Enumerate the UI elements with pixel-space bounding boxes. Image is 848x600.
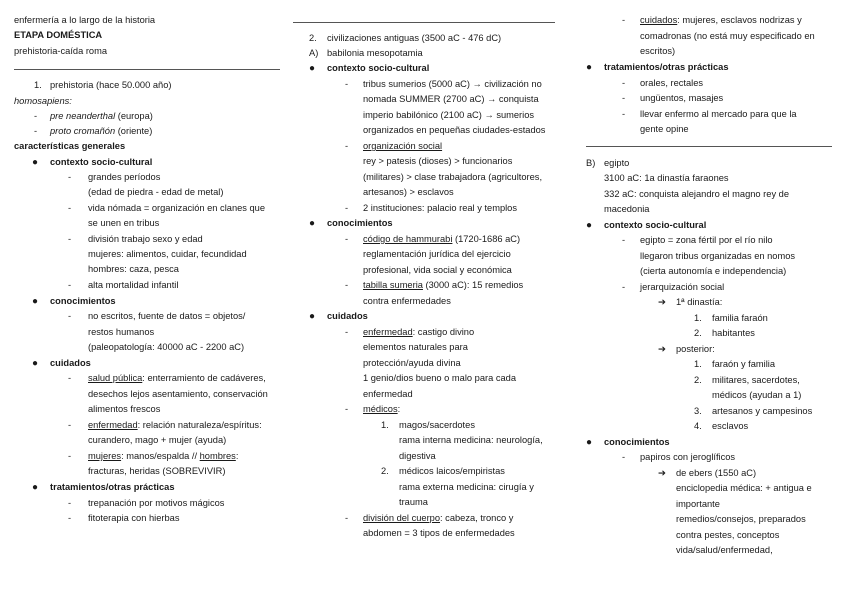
dash-marker: - bbox=[68, 373, 72, 383]
topic-heading: contexto socio-cultural bbox=[604, 220, 707, 230]
list-item: proto cromañón (oriente) bbox=[50, 126, 153, 136]
topic-heading: cuidados bbox=[327, 311, 368, 321]
dash-marker: - bbox=[622, 452, 626, 462]
list-item: importante bbox=[676, 499, 720, 509]
list-item: médicos (ayudan a 1) bbox=[712, 390, 802, 400]
list-item: elementos naturales para bbox=[363, 342, 468, 352]
section-title: civilizaciones antiguas (3500 aC - 476 dC) bbox=[327, 33, 502, 43]
dash-marker: - bbox=[68, 420, 72, 430]
list-item: salud pública: enterramiento de cadáveres, bbox=[88, 373, 266, 383]
bullet-marker: ● bbox=[586, 220, 593, 231]
dash-marker: - bbox=[345, 513, 349, 523]
topic-heading: cuidados bbox=[50, 358, 91, 368]
list-item: egipto = zona fértil por el río nilo bbox=[640, 235, 773, 245]
list-item: posterior: bbox=[676, 344, 715, 354]
list-item: abdomen = 3 tipos de enfermedades bbox=[363, 528, 515, 538]
bullet-marker: ● bbox=[32, 358, 39, 369]
list-item: hombres: caza, pesca bbox=[88, 264, 179, 274]
dash-marker: - bbox=[68, 498, 72, 508]
list-number: 1. bbox=[381, 420, 389, 430]
topic-heading: contexto socio-cultural bbox=[50, 157, 153, 167]
dash-marker: - bbox=[68, 280, 72, 290]
list-item: (militares) > clase trabajadora (agricultores, bbox=[363, 172, 543, 182]
list-item: grandes períodos bbox=[88, 172, 161, 182]
dash-marker: - bbox=[68, 311, 72, 321]
list-number: 2. bbox=[309, 33, 317, 43]
section-title: prehistoria (hace 50.000 año) bbox=[50, 80, 172, 90]
list-item: vida nómada = organización en clanes que bbox=[88, 203, 266, 213]
topic-heading: conocimientos bbox=[604, 437, 670, 447]
list-item: papiros con jeroglíficos bbox=[640, 452, 736, 462]
list-item: restos humanos bbox=[88, 327, 155, 337]
list-item: imperio babilónico (2100 aC) → sumerios bbox=[363, 110, 535, 120]
list-item: pre neanderthal (europa) bbox=[50, 111, 153, 121]
list-item: alimentos frescos bbox=[88, 404, 161, 414]
list-number: 1. bbox=[34, 80, 42, 90]
list-number: 4. bbox=[694, 421, 702, 431]
arrow-icon: ➔ bbox=[658, 468, 666, 478]
list-item: reglamentación jurídica del ejercicio bbox=[363, 249, 511, 259]
dash-marker: - bbox=[34, 111, 38, 121]
dash-marker: - bbox=[68, 172, 72, 182]
divider bbox=[14, 69, 280, 70]
arrow-icon: ➔ bbox=[658, 297, 666, 307]
subsection-title: babilonia mesopotamia bbox=[327, 48, 423, 58]
stage-subheading: prehistoria-caída roma bbox=[14, 46, 108, 56]
text-line: 332 aC: conquista alejandro el magno rey de bbox=[604, 189, 790, 199]
list-item: fracturas, heridas (SOBREVIVIR) bbox=[88, 466, 226, 476]
dash-marker: - bbox=[68, 513, 72, 523]
list-item: trauma bbox=[399, 497, 428, 507]
arrow-icon: ➔ bbox=[658, 344, 666, 354]
dash-marker: - bbox=[68, 203, 72, 213]
list-item: trepanación por motivos mágicos bbox=[88, 498, 225, 508]
list-item: llegaron tribus organizadas en nomos bbox=[640, 251, 796, 261]
dash-marker: - bbox=[345, 203, 349, 213]
divider bbox=[293, 22, 555, 23]
list-item: llevar enfermo al mercado para que la bbox=[640, 109, 797, 119]
dash-marker: - bbox=[622, 78, 626, 88]
list-item: de ebers (1550 aC) bbox=[676, 468, 757, 478]
list-item: 1 genio/dios bueno o malo para cada bbox=[363, 373, 516, 383]
text-line: 3100 aC: 1a dinastía faraones bbox=[604, 173, 729, 183]
list-item: 1ª dinastía: bbox=[676, 297, 723, 307]
bullet-marker: ● bbox=[586, 62, 593, 73]
list-item: enfermedad: castigo divino bbox=[363, 327, 475, 337]
list-item: profesional, vida social y económica bbox=[363, 265, 512, 275]
list-item: tabilla sumeria (3000 aC): 15 remedios bbox=[363, 280, 524, 290]
doc-title: enfermería a lo largo de la historia bbox=[14, 15, 156, 25]
list-item: organización social bbox=[363, 141, 443, 151]
list-item: enfermedad bbox=[363, 389, 413, 399]
list-number: 1. bbox=[694, 313, 702, 323]
list-item: gente opine bbox=[640, 124, 689, 134]
list-item: no escritos, fuente de datos = objetos/ bbox=[88, 311, 246, 321]
list-item: (cierta autonomía e independencia) bbox=[640, 266, 787, 276]
subsection-title: egipto bbox=[604, 158, 630, 168]
dash-marker: - bbox=[68, 234, 72, 244]
list-item: orales, rectales bbox=[640, 78, 704, 88]
list-item: 2 instituciones: palacio real y templos bbox=[363, 203, 517, 213]
dash-marker: - bbox=[345, 404, 349, 414]
list-item: médicos laicos/empiristas bbox=[399, 466, 505, 476]
list-number: 2. bbox=[381, 466, 389, 476]
list-item: ungüentos, masajes bbox=[640, 93, 724, 103]
list-number: 1. bbox=[694, 359, 702, 369]
list-item: médicos: bbox=[363, 404, 401, 414]
list-item: división trabajo sexo y edad bbox=[88, 234, 203, 244]
list-letter: B) bbox=[586, 158, 596, 168]
list-item: digestiva bbox=[399, 451, 436, 461]
topic-heading: tratamientos/otras prácticas bbox=[604, 62, 729, 72]
list-item: alta mortalidad infantil bbox=[88, 280, 179, 290]
dash-marker: - bbox=[68, 451, 72, 461]
bullet-marker: ● bbox=[309, 63, 316, 74]
list-item: habitantes bbox=[712, 328, 755, 338]
list-item: código de hammurabi (1720-1686 aC) bbox=[363, 234, 521, 244]
list-letter: A) bbox=[309, 48, 319, 58]
list-item: comadronas (no está muy especificado en bbox=[640, 31, 815, 41]
list-item: (edad de piedra - edad de metal) bbox=[88, 187, 224, 197]
bullet-marker: ● bbox=[32, 482, 39, 493]
bullet-marker: ● bbox=[586, 437, 593, 448]
list-item: rama externa medicina: cirugía y bbox=[399, 482, 534, 492]
list-item: protección/ayuda divina bbox=[363, 358, 461, 368]
list-item: esclavos bbox=[712, 421, 749, 431]
dash-marker: - bbox=[345, 327, 349, 337]
list-item: desechos lejos asentamiento, conservación bbox=[88, 389, 268, 399]
bullet-marker: ● bbox=[309, 218, 316, 229]
list-item: jerarquización social bbox=[640, 282, 725, 292]
list-item: división del cuerpo: cabeza, tronco y bbox=[363, 513, 514, 523]
bullet-marker: ● bbox=[309, 311, 316, 322]
list-number: 2. bbox=[694, 375, 702, 385]
dash-marker: - bbox=[345, 234, 349, 244]
topic-heading: contexto socio-cultural bbox=[327, 63, 430, 73]
list-item: nomada SUMMER (2700 aC) → conquista bbox=[363, 94, 539, 104]
general-heading: características generales bbox=[14, 141, 126, 151]
list-item: (paleopatología: 40000 aC - 2200 aC) bbox=[88, 342, 245, 352]
list-item: remedios/consejos, preparados bbox=[676, 514, 806, 524]
dash-marker: - bbox=[622, 282, 626, 292]
topic-heading: conocimientos bbox=[50, 296, 116, 306]
dash-marker: - bbox=[622, 93, 626, 103]
list-item: fitoterapia con hierbas bbox=[88, 513, 180, 523]
bullet-marker: ● bbox=[32, 157, 39, 168]
list-item: rama interna medicina: neurología, bbox=[399, 435, 543, 445]
list-item: contra enfermedades bbox=[363, 296, 451, 306]
dash-marker: - bbox=[622, 235, 626, 245]
list-item: artesanos) > esclavos bbox=[363, 187, 454, 197]
list-item: cuidados: mujeres, esclavos nodrizas y bbox=[640, 15, 802, 25]
list-item: magos/sacerdotes bbox=[399, 420, 475, 430]
list-item: contra pestes, conceptos bbox=[676, 530, 780, 540]
bullet-marker: ● bbox=[32, 296, 39, 307]
divider bbox=[586, 146, 832, 147]
topic-heading: conocimientos bbox=[327, 218, 393, 228]
list-item: escritos) bbox=[640, 46, 676, 56]
dash-marker: - bbox=[622, 109, 626, 119]
list-item: enfermedad: relación naturaleza/espíritus: bbox=[88, 420, 262, 430]
list-item: faraón y familia bbox=[712, 359, 776, 369]
list-item: se unen en tribus bbox=[88, 218, 160, 228]
list-item: militares, sacerdotes, bbox=[712, 375, 800, 385]
list-item: mujeres: alimentos, cuidar, fecundidad bbox=[88, 249, 247, 259]
stage-heading: ETAPA DOMÉSTICA bbox=[14, 30, 103, 40]
list-item: artesanos y campesinos bbox=[712, 406, 813, 416]
list-item: familia faraón bbox=[712, 313, 768, 323]
text-line: macedonia bbox=[604, 204, 650, 214]
list-item: curandero, mago + mujer (ayuda) bbox=[88, 435, 227, 445]
dash-marker: - bbox=[34, 126, 38, 136]
topic-heading: tratamientos/otras prácticas bbox=[50, 482, 175, 492]
dash-marker: - bbox=[345, 280, 349, 290]
dash-marker: - bbox=[345, 141, 349, 151]
list-item: tribus sumerios (5000 aC) → civilización no bbox=[363, 79, 542, 89]
species-label: homosapiens: bbox=[14, 96, 72, 106]
list-number: 3. bbox=[694, 406, 702, 416]
list-item: mujeres: manos/espalda // hombres: bbox=[88, 451, 239, 461]
list-item: rey > patesis (dioses) > funcionarios bbox=[363, 156, 513, 166]
dash-marker: - bbox=[622, 15, 626, 25]
list-item: organizados en pequeñas ciudades-estados bbox=[363, 125, 546, 135]
list-item: vida/salud/enfermedad, bbox=[676, 545, 773, 555]
list-number: 2. bbox=[694, 328, 702, 338]
dash-marker: - bbox=[345, 79, 349, 89]
list-item: enciclopedia médica: + antigua e bbox=[676, 483, 812, 493]
